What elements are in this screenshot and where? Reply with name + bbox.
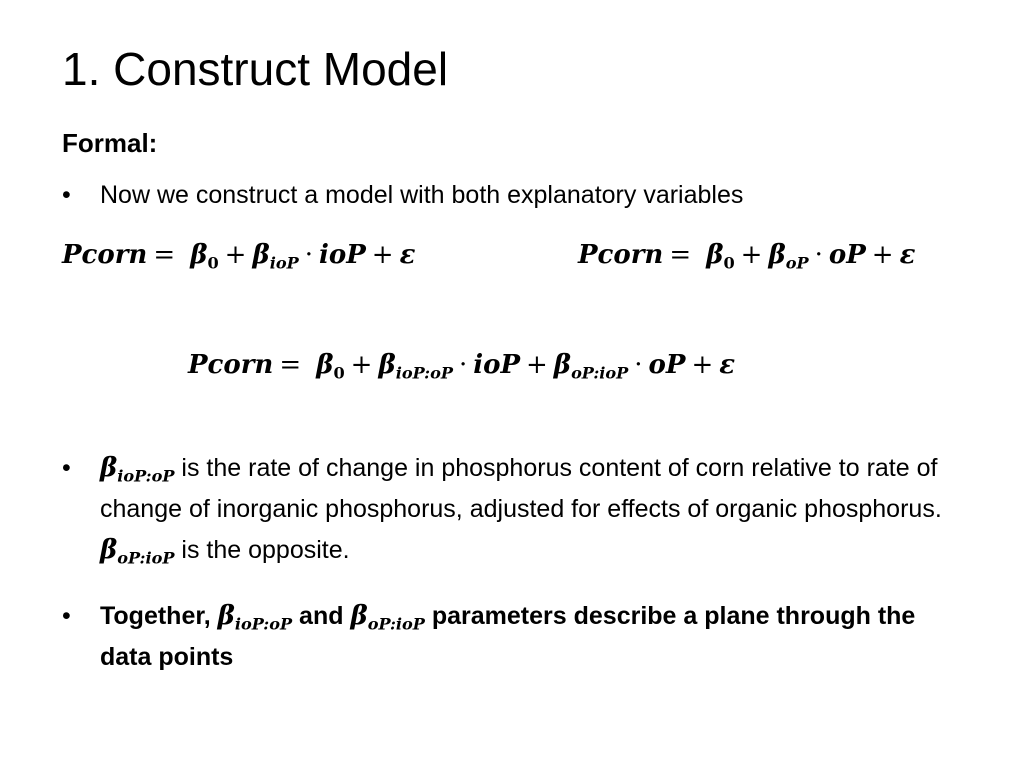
eq3-variable-1: ioP (473, 350, 520, 380)
bullet-3-text-part-2: and (292, 602, 351, 630)
beta-op-iop-symbol: $\beta_{oP:ioP}$ (100, 535, 175, 568)
eq3-plus: + (350, 350, 373, 380)
eq3-equals: = (279, 350, 302, 380)
eq2-lhs: Pcorn (578, 240, 664, 270)
eq3-lhs: Pcorn (188, 350, 274, 380)
bullet-item-3 (62, 596, 962, 686)
eq2-beta1: $\beta_{oP}$ (768, 240, 809, 273)
equation-3 (188, 350, 736, 383)
eq1-variable: ioP (318, 240, 366, 270)
eq3-beta0: $\beta_0$ (316, 350, 345, 383)
eq3-plus-2: + (526, 350, 548, 380)
bullet-text-2 (100, 448, 960, 571)
eq2-equals: = (669, 240, 692, 270)
bullet-point-icon: • (62, 602, 71, 630)
eq3-variable-2: oP (648, 350, 686, 380)
equation-2 (578, 240, 916, 273)
bullet-3-text-part-3: parameters describe a plane through the data points (100, 602, 916, 671)
eq1-plus: + (224, 240, 247, 270)
eq3-beta2: $\beta_{oP:ioP}$ (553, 350, 629, 383)
eq2-dot: · (814, 240, 823, 270)
equation-1 (62, 240, 416, 273)
bullet-item-1 (62, 175, 962, 216)
eq3-dot-2: · (634, 350, 643, 380)
bullet-2-text-part-2: is the opposite. (174, 536, 350, 564)
eq2-beta0: $\beta_0$ (706, 240, 735, 273)
bullet-3-text-part-1: Together, (100, 602, 218, 630)
slide-title: 1. Construct Model (62, 43, 449, 95)
eq1-beta1: $\beta_{ioP}$ (252, 240, 299, 273)
eq1-equals: = (153, 240, 176, 270)
bullet-2-text-part-1: is the rate of change in phosphorus content of corn relative to rate of change of inorganic phosphorus, adjusted for effects of organic phosphorus. (100, 454, 942, 523)
eq3-dot: · (458, 350, 468, 380)
eq2-plus-2: + (871, 240, 894, 270)
eq1-lhs: Pcorn (62, 240, 148, 270)
bullet-text-3 (100, 596, 960, 678)
beta-iop-op-symbol: $\beta_{ioP:oP}$ (217, 601, 293, 634)
eq2-variable: oP (828, 240, 866, 270)
eq1-epsilon: ε (399, 240, 416, 270)
eq1-plus-2: + (371, 240, 394, 270)
formal-subheading: Formal: (62, 128, 158, 158)
beta-iop-op-symbol: $\beta_{ioP:oP}$ (100, 453, 175, 486)
eq3-epsilon: ε (719, 350, 736, 380)
bullet-item-2 (62, 448, 962, 578)
eq3-beta1: $\beta_{ioP:oP}$ (378, 350, 453, 383)
bullet-point-icon: • (62, 454, 71, 482)
eq1-dot: · (304, 240, 313, 270)
bullet-point-icon: • (62, 181, 71, 209)
bullet-text-1: Now we construct a model with both explanatory variables (100, 181, 744, 209)
eq1-beta0: $\beta_0$ (190, 240, 219, 273)
eq2-plus: + (740, 240, 763, 270)
eq2-epsilon: ε (899, 240, 916, 270)
beta-op-iop-symbol: $\beta_{oP:ioP}$ (350, 601, 425, 634)
eq3-plus-3: + (691, 350, 714, 380)
